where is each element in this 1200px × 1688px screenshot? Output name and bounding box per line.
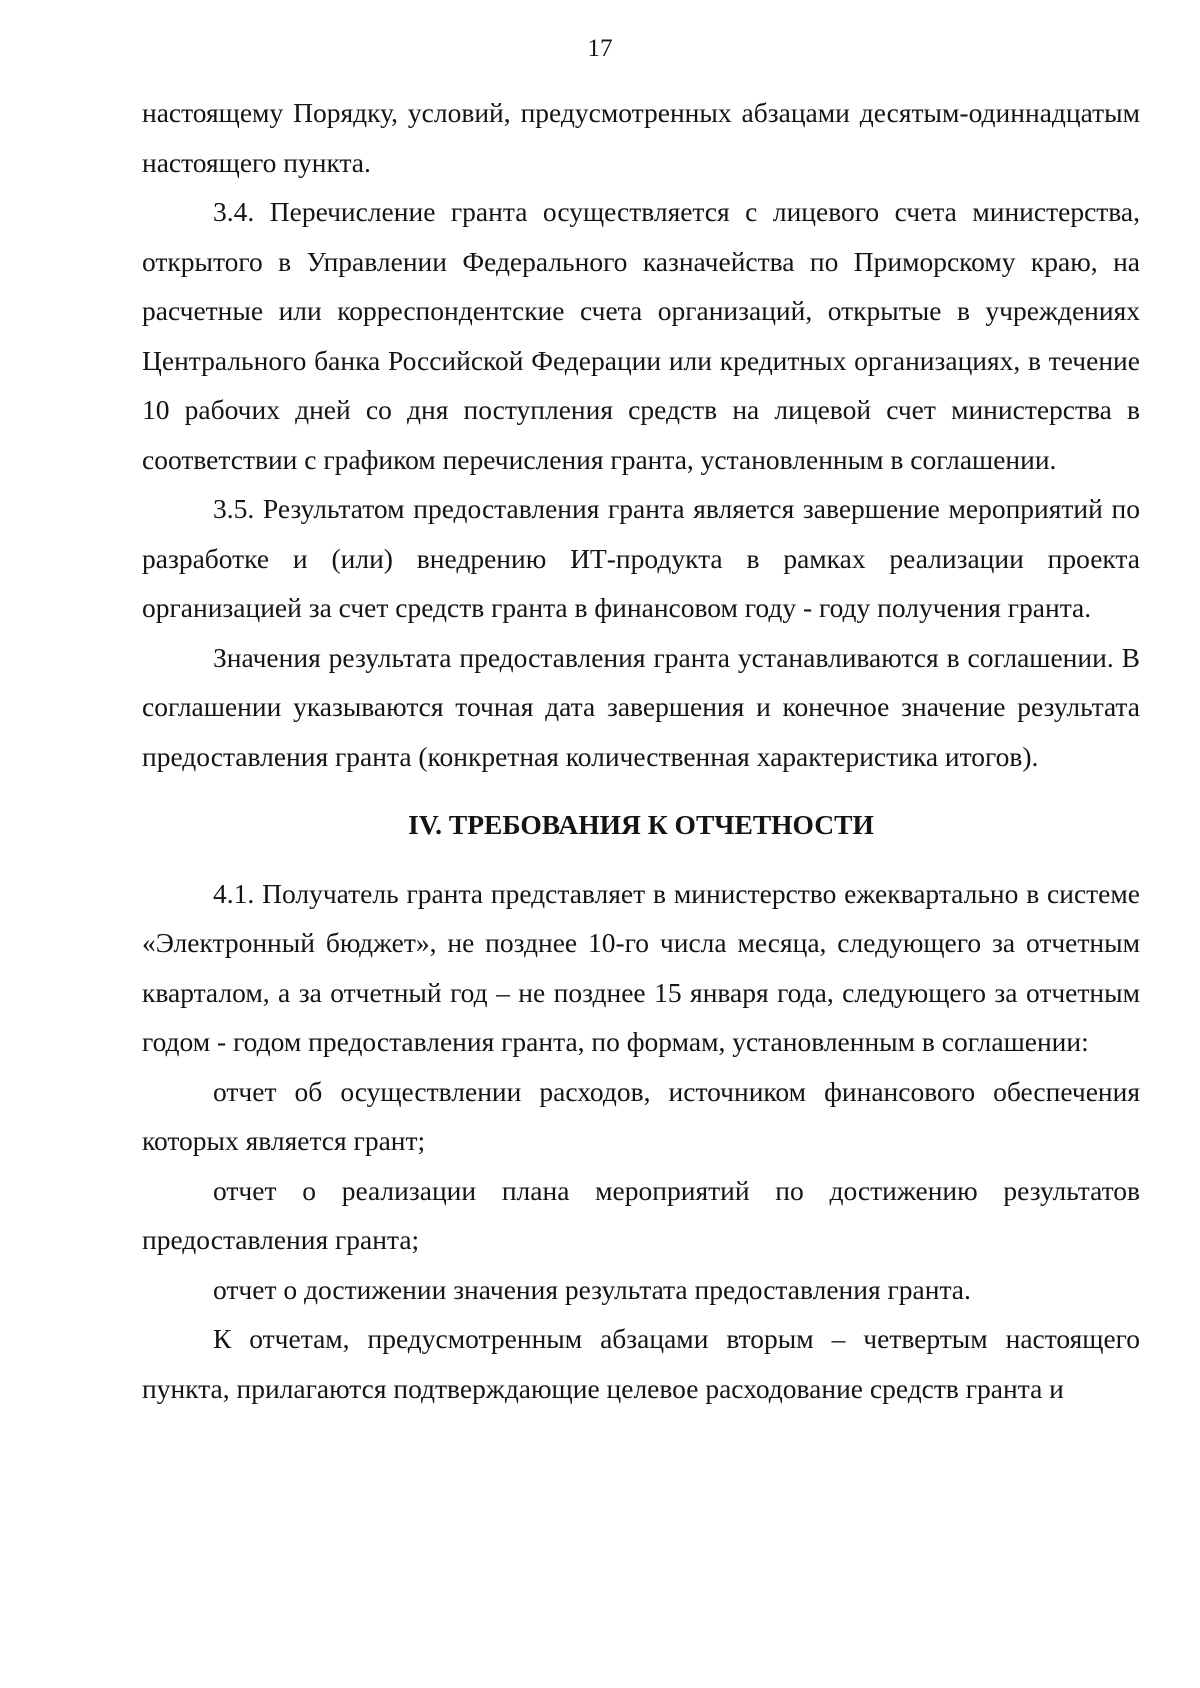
page-number: 17 [587, 35, 613, 62]
paragraph-attachments: К отчетам, предусмотренным абзацами вторым – четвертым настоящего пункта, прилагаются подтверждающие целевое расходование средств гранта и [142, 1323, 1140, 1404]
paragraph-continuation: настоящему Порядку, условий, предусмотренных абзацами десятым-одиннадцатым настоящего пункта. [142, 97, 1140, 178]
paragraph-3-4: 3.4. Перечисление гранта осуществляется с лицевого счета министерства, открытого в Управлении Федерального казначейства по Приморскому краю, на расчетные или корреспондентские счета организаций, открытые в учреждениях Центрального банка Российской Федерации или кредитных организациях, в течение 10 рабочих дней со дня поступления средств на лицевой счет министерства в соответствии с графиком перечисления гранта, установленным в соглашении. [142, 196, 1140, 475]
list-item-expenses-report: отчет об осуществлении расходов, источником финансового обеспечения которых является грант; [142, 1075, 1140, 1156]
list-item-result-report: отчет о достижении значения результата предоставления гранта. [213, 1273, 971, 1305]
list-item-plan-report: отчет о реализации плана мероприятий по достижению результатов предоставления гранта; [142, 1174, 1140, 1255]
section-heading: IV. ТРЕБОВАНИЯ К ОТЧЕТНОСТИ [408, 809, 874, 840]
paragraph-result-values: Значения результата предоставления гранта устанавливаются в соглашении. В соглашении указываются точная дата завершения и конечное значение результата предоставления гранта (конкретная количественная характеристика итогов). [142, 641, 1140, 772]
paragraph-4-1: 4.1. Получатель гранта представляет в министерство ежеквартально в системе «Электронный бюджет», не позднее 10-го числа месяца, следующего за отчетным кварталом, а за отчетный год – не позднее 15 января года, следующего за отчетным годом - годом предоставления гранта, по формам, установленным в соглашении: [142, 877, 1140, 1057]
paragraph-3-5: 3.5. Результатом предоставления гранта является завершение мероприятий по разработке и (или) внедрению ИТ-продукта в рамках реализации проекта организацией за счет средств гранта в финансовом году - году получения гранта. [142, 493, 1140, 623]
document-body [142, 88, 1140, 1413]
